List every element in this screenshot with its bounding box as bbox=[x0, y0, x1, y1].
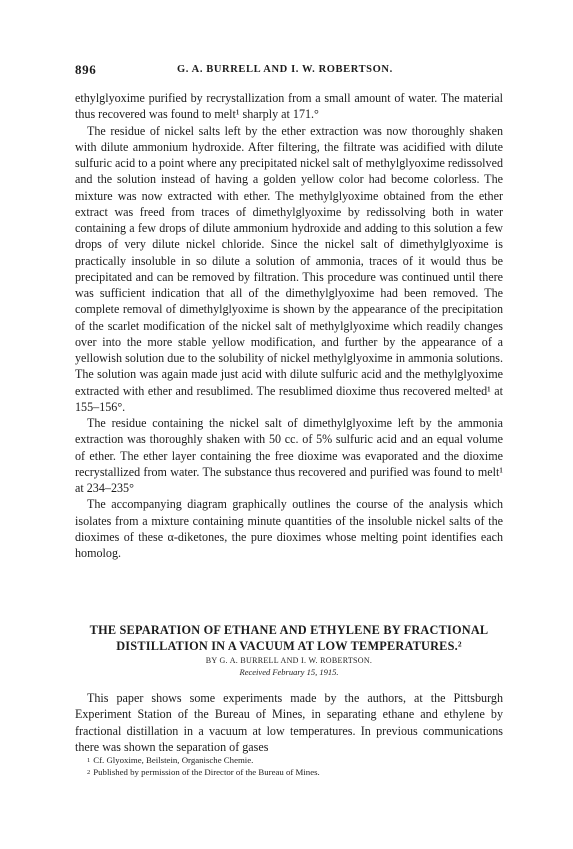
paragraph: This paper shows some experiments made by the authors, at the Pittsburgh Experiment Station of the Bureau of Mines, in separating ethane and ethylene by fractional distillation in a vacuum at low temperatures. In previous communications there was shown the separation of gases bbox=[75, 691, 503, 754]
footnote-mark: 1 bbox=[87, 757, 91, 764]
footnote-text: Published by permission of the Director of the Bureau of Mines. bbox=[93, 766, 320, 777]
body-text bbox=[75, 90, 503, 561]
running-head bbox=[75, 62, 505, 78]
footnotes bbox=[75, 755, 503, 778]
article-title: THE SEPARATION OF ETHANE AND ETHYLENE BY FRACTIONAL DISTILLATION IN A VACUUM AT LOW TEMPERATURES.² bbox=[89, 623, 489, 653]
running-title: G. A. BURRELL AND I. W. ROBERTSON. bbox=[177, 64, 393, 75]
paragraph: ethylglyoxime purified by recrystallization from a small amount of water. The material thus recovered was found to melt¹ sharply at 171.° bbox=[75, 91, 503, 122]
footnote-text: Cf. Glyoxime, Beilstein, Organische Chemie. bbox=[93, 755, 254, 765]
article-byline: BY G. A. BURRELL AND I. W. ROBERTSON. bbox=[205, 656, 373, 665]
page-number: 896 bbox=[75, 62, 97, 77]
article-header bbox=[75, 622, 503, 678]
paragraph: The accompanying diagram graphically outlines the course of the analysis which isolates from a mixture containing minute quantities of the insoluble nickel salts of the dioximes of these α-diketones, the pure dioximes whose melting point identifies each homolog. bbox=[75, 497, 503, 560]
footnote bbox=[75, 755, 503, 767]
footnote bbox=[75, 767, 503, 779]
article-body bbox=[75, 690, 503, 755]
paragraph: The residue containing the nickel salt of dimethylglyoxime left by the ammonia extraction was thoroughly shaken with 50 cc. of 5% sulfuric acid and an equal volume of ether. The ether layer containing the free dioxime was evaporated and the dioxime recrystallized from water. The substance thus recovered and purified was found to melt¹ at 234–235° bbox=[75, 416, 503, 495]
footnote-mark: 2 bbox=[87, 768, 91, 776]
paragraph: The residue of nickel salts left by the ether extraction was now thoroughly shaken with dilute ammonium hydroxide. After filtering, the filtrate was acidified with dilute sulfuric acid to a point where any precipitated nickel salt of methylglyoxime redissolved and the solution instead of having a golden yellow color had become colorless. The mixture was now extracted with ether. The methylglyoxime obtained from the ether extract was freed from traces of dimethylglyoxime by redissolving both in water containing a few drops of dilute ammonium hydroxide and adding to this solution a few drops of very dilute nickel chloride. Since the nickel salt of dimethylglyoxime is practically insoluble in so dilute a solution of ammonia, traces of it would thus be precipitated and can be removed by filtration. This procedure was continued until there was sufficient indication that all of the dimethylglyoxime had been removed. The complete removal of dimethylglyoxime is shown by the appearance of the precipitation of the scarlet modification of the nickel salt of methylglyoxime which readily changes over into the more stable yellow modification, and further by the appearance of a yellowish solution due to the solubility of nickel methylglyoxime in ammonia solutions. The solution was again made just acid with dilute sulfuric acid and the methylglyoxime extracted with ether and resublimed. The resublimed dioxime thus recovered melted¹ at 155–156°. bbox=[75, 123, 503, 414]
received-date: Received February 15, 1915. bbox=[239, 667, 339, 677]
